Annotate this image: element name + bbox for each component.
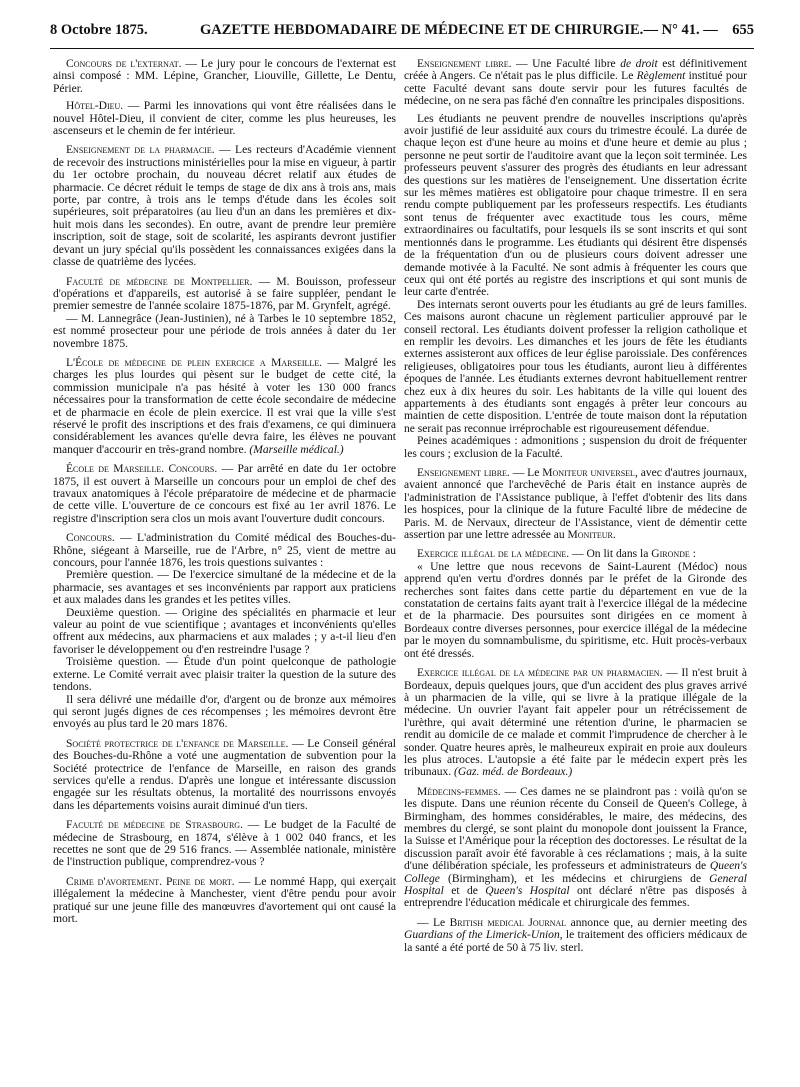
article-medecins-femmes bbox=[404, 786, 747, 910]
article-title: Enseignement libre. bbox=[417, 58, 512, 70]
article-title: École de Marseille. Concours. bbox=[66, 463, 218, 476]
issue-number-and-page bbox=[643, 22, 754, 39]
italic-text: Queen's Hospital bbox=[485, 885, 570, 897]
article-body: — Le budget de la Faculté de médecine de Strasbourg, en 1874, s'élève à 1 002 040 francs, et les recettes ne sont que de 29 516 francs. — Assemblée nationale, ministère de l'instruction publique, comprendrez-vous ? bbox=[53, 819, 396, 869]
journal-name: Moniteur universel bbox=[542, 467, 635, 479]
article-hotel-dieu bbox=[53, 100, 396, 137]
italic-text: General Hospital bbox=[404, 872, 747, 897]
article-lannegrace: — M. Lannegrâce (Jean-Justinien), né à Tarbes le 10 septembre 1852, est nommé prosecteur pour une période de trois années à dater du 1er novembre 1875. bbox=[53, 312, 396, 350]
article-body: — Ces dames ne se plaindront pas : voilà qu'on se les dispute. Dans une réunion récente du Conseil de Queen's College, à Birmingham, des hommes considérables, le maire, des médecins, des membres du clergé, se sont plaint du monopole dont jouissent la France, la Suisse et l'Amérique pour la réception des doctoresses. Le résultat de la discussion paraît avoir été favorable à ces réclamations ; mais, à la suite d'une délibération spéciale, les professeurs et administrateurs de bbox=[404, 785, 747, 873]
journal-name: Moniteur bbox=[567, 529, 613, 542]
concours-medailles: Il sera délivré une médaille d'or, d'argent ou de bronze aux mémoires qui seront jugés dignes de ces récompenses ; les mémoires devront être envoyés au plus tard le 20 mars 1876. bbox=[53, 693, 396, 731]
article-title: Concours. bbox=[66, 532, 115, 545]
article-body: — Le Conseil général des Bouches-du-Rhône a voté une augmentation de subvention pour la Société protectrice de l'enfance de Marseille, en raison des grands services qu'elle a rendus. D'après une longue et intéressante discussion engagée sur les résultats obtenus, la mortalité des nourrissons envoyés dans les départements voisins aurait diminué d'un tiers. bbox=[53, 737, 397, 812]
article-body: — Le bbox=[417, 916, 450, 929]
article-body: est définitivement créée à Angers. Ce n'était pas le plus difficile. Le bbox=[404, 58, 747, 83]
article-title: Faculté de médecine de Montpellier. bbox=[66, 275, 253, 288]
header-rule bbox=[50, 48, 754, 49]
article-pharmacien bbox=[404, 667, 747, 779]
article-enseignement-libre bbox=[404, 58, 747, 108]
italic-text: Règlement bbox=[636, 70, 686, 83]
article-montpellier bbox=[53, 276, 396, 313]
concours-question-2: Deuxième question. — Origine des spécialités en pharmacie et leur valeur au point de vue scientifique ; avantages et inconvénients qu'elles offrent aux médecins, aux pharmaciens et aux malades ; y a-t-il lieu d'en favoriser le développement ou d'en restreindre l'usage ? bbox=[53, 606, 396, 656]
article-body: — Une Faculté libre bbox=[511, 58, 621, 70]
reglement-etudiants: Les étudiants ne peuvent prendre de nouvelles inscriptions qu'après avoir justifié de leur assiduité aux cours du trimestre écoulé. La durée de chaque leçon est d'une heure au moins et d'une heure et demie au plus ; personne ne peut sortir de l'auditoire avant que la leçon soit terminée. Les professeurs peuvent s'assurer des progrès des étudiants en leur adressant des questions sur les matières de l'enseignement. Une dissertation écrite sur les mêmes matières est obligatoire pour chaque trimestre. Il en sera rendu compte publiquement par les professeurs respectifs. Les étudiants sont tenus de fréquenter avec exactitude tous les cours, même extraordinaires ou facultatifs, pour lesquels ils se sont inscrits et qui sont mentionnés dans le programme. Les étudiants qui désirent être dispensés de la fréquentation d'un ou de plusieurs cours doivent adresser une demande motivée à la Faculté. Ne sont admis à fréquenter les cours que ceux qui ont été portés au registre des inscriptions et qui sont munis de leur carte d'entrée. bbox=[404, 112, 747, 299]
article-title: Faculté de médecine de Strasbourg. bbox=[66, 819, 243, 832]
reglement-internats: Des internats seront ouverts pour les étudiants au gré de leurs familles. Ces maisons auront chacune un règlement particulier approuvé par le conseil rectoral. Les étudiants doivent professer la religion catholique et en remplir les devoirs. Les dimanches et les jours de fête les étudiants externes assisteront aux offices de leur église paroissiale. Des conférences religieuses, obligatoires pour tous les étudiants, auront lieu à différentes époques de l'année. Les étudiants externes devront habituellement rentrer chez eux à dix heures du soir. Les habitants de la ville qui louent des appartements à des étudiants sont engagés à prêter leur concours au maintien de cette disposition. L'entrée de toute maison dont la réputation ne serait pas reconnue irréprochable est rigoureusement défendue. bbox=[404, 298, 747, 435]
right-column bbox=[404, 58, 747, 954]
article-body: : bbox=[689, 548, 696, 561]
article-body: — Parmi les innovations qui vont être réalisées dans le nouvel Hôtel-Dieu, il convient de citer, comme les plus heureuses, les ascenseurs et le chemin de fer intérieur. bbox=[53, 100, 396, 138]
article-body: institué pour cette Faculté devant sans doute servir pour les futures facultés de médecine, on ne sera pas fâché d'en connaître les principales dispositions. bbox=[404, 70, 748, 108]
article-enseignement-libre-2 bbox=[404, 467, 747, 541]
article-title: L'École de médecine de plein exercice a Marseille. bbox=[66, 356, 323, 369]
article-body: — M. Bouisson, professeur d'opérations et d'appareils, est autorisé à se faire suppléer, pendant le premier semestre de l'année scolaire 1875-1876, par M. Grynfelt, agrégé. bbox=[53, 275, 396, 313]
article-body: . bbox=[612, 529, 616, 542]
article-body: — Malgré les charges les plus lourdes qui pèsent sur le budget de cette cité, la commission municipale n'a pas hésité à voter les 130 000 francs nécessaires pour la transformation de cette école secondaire de médecine et de pharmacie en école de plein exercice. Il est vrai que la ville s'est réservé le profit des inscriptions et des frais d'examens, ce qui diminuera considérablement les avances qu'elle devra faire, les élèves ne pouvant manquer d'accourir en très-grand nombre. bbox=[53, 356, 396, 456]
article-title: Enseignement de la pharmacie. bbox=[66, 144, 215, 157]
article-pharmacie bbox=[53, 144, 396, 268]
article-body: — Le bbox=[509, 467, 543, 479]
article-title: Société protectrice de l'enfance de Marseille. bbox=[66, 737, 289, 750]
journal-name: British medical Journal bbox=[449, 916, 567, 929]
issue-date: 8 Octobre 1875. bbox=[50, 22, 148, 38]
journal-title: GAZETTE HEBDOMADAIRE DE MÉDECINE ET DE CHIRURGIE. bbox=[200, 22, 644, 38]
article-societe-enfance bbox=[53, 738, 396, 812]
exercice-illegal-quote: « Une lettre que nous recevons de Saint-Laurent (Médoc) nous apprend qu'en vertu d'ordres donnés par le préfet de la Gironde des recherches sont faites dans cette partie du département en vue de la constatation de certains faits ayant trait à l'exercice illégal de la médecine et de la pharmacie. Des poursuites sont dirigées en ce moment à Bordeaux contre diverses personnes, pour exercice illégal de la médecine par le moyen du somnambulisme, du spiritisme, etc. Huit procès-verbaux ont été dressés. bbox=[404, 560, 747, 660]
article-body: annonce que, au dernier meeting des bbox=[566, 916, 747, 929]
article-body: — Il n'est bruit à Bordeaux, depuis quelques jours, que d'un accident des plus graves arrivé à un pharmacien de la ville, qui se livre à la pratique illégale de la médecine. Un ouvrier l'ayant fait appeler pour un rétrécissement de l'urèthre, qui avait déterminé une rétention d'urine, le pharmacien se rendit au domicile de ce malade et commit l'imprudence de chercher à le sonder. Quatre heures après, le malheureux expirait en proie aux douleurs les plus atroces. L'autopsie a été faite par le médecin expert près les tribunaux. bbox=[404, 667, 747, 779]
article-title: Concours de l'externat. bbox=[66, 58, 182, 70]
reglement-peines: Peines académiques : admonitions ; suspension du droit de fréquenter les cours ; exclusion de la Faculté. bbox=[404, 435, 747, 460]
article-body: et de bbox=[443, 885, 486, 897]
article-body: — Le nommé Happ, qui exerçait illégalement la médecine à Manchester, vient d'être pendu pour avoir pratiqué sur une jeune fille des manœuvres d'avortement qui ont causé la mort. bbox=[53, 875, 396, 925]
page-number: 655 bbox=[732, 22, 754, 38]
article-ecole-marseille bbox=[53, 357, 396, 456]
article-title: Hôtel-Dieu. bbox=[66, 100, 124, 113]
article-body: — L'administration du Comité médical des Bouches-du-Rhône, siégeant à Marseille, rue de l'Arbre, n° 25, vient de mettre au concours, pour l'année 1876, les trois questions suivantes : bbox=[53, 532, 396, 570]
article-exercice-illegal bbox=[404, 548, 747, 560]
journal-name: Gironde bbox=[651, 548, 690, 561]
concours-question-1: Première question. — De l'exercice simultané de la médecine et de la pharmacie, ses avantages et ses inconvénients par rapport aux praticiens et aux malades dans les grandes et les petites villes. bbox=[53, 569, 396, 607]
article-source: (Gaz. méd. de Bordeaux.) bbox=[454, 766, 573, 779]
article-body: (Birmingham), et les médecins et chirurgiens de bbox=[439, 872, 710, 885]
article-crime-avortement bbox=[53, 876, 396, 926]
article-concours-marseille bbox=[53, 463, 396, 525]
article-title: Enseignement libre. bbox=[417, 467, 510, 479]
article-body: — Par arrêté en date du 1er octobre 1875, il est ouvert à Marseille un concours pour un emploi de chef des travaux anatomiques à l'école préparatoire de médecine et de pharmacie de cette ville. L'ouverture de ce concours est fixé au 1er avril 1876. Le registre d'inscription sera clos un mois avant l'ouverture dudit concours. bbox=[53, 463, 396, 525]
article-concours bbox=[53, 532, 396, 569]
article-strasbourg bbox=[53, 819, 396, 869]
article-body: — On lit dans la bbox=[569, 548, 652, 561]
article-title: Médecins-femmes. bbox=[417, 785, 501, 798]
article-british-medical-journal bbox=[404, 917, 747, 954]
concours-question-3: Troisième question. — Étude d'un point quelconque de pathologie externe. Le Comité verrait avec plaisir traiter la question de la suture des tendons. bbox=[53, 656, 396, 694]
italic-text: de droit bbox=[620, 58, 658, 70]
article-title: Exercice illégal de la médecine. bbox=[417, 548, 570, 561]
article-body: — Le jury pour le concours de l'externat est ainsi composé : MM. Lépine, Grancher, Liouville, Gillette, Le Dentu, Périer. bbox=[53, 58, 396, 95]
article-body: , avec d'autres journaux, avaient annoncé que l'archevêché de Paris était en instance auprès de l'administration de l'Assistance publique, à l'effet d'obtenir des lits dans les hospices, pour la clinique de la future Faculté libre de médecine de Paris. M. de Nervaux, directeur de l'Assistance, vient de démentir cette assertion par une lettre adressée au bbox=[404, 467, 747, 542]
article-title: Crime d'avortement. Peine de mort. bbox=[66, 875, 235, 888]
left-column bbox=[53, 58, 396, 925]
italic-text: Queen's College bbox=[404, 860, 747, 885]
article-source: (Marseille médical.) bbox=[249, 443, 344, 456]
article-body: — Les recteurs d'Académie viennent de recevoir des instructions ministérielles pour la mise en vigueur, à partir du 1er octobre prochain, du nouveau décret relatif aux études de pharmacie. Ce décret réduit le temps de stage de dix ans à trois ans, mais porte, par contre, à trois ans le temps d'étude dans les écoles soit supérieures, soit préparatoires (au lieu d'un an dans les premières et dix-huit mois dans les secondes). En outre, avant de prendre leur première inscription, soit de stage, soit de scolarité, les aspirants devront justifier devant un jury spécial qu'ils possèdent les connaissances exigées dans la classe de quatrième des lycées. bbox=[53, 144, 397, 269]
page-header bbox=[50, 22, 754, 46]
issue-number: — N° 41. — bbox=[643, 22, 718, 38]
article-title: Exercice illégal de la médecine par un pharmacien. bbox=[417, 667, 663, 680]
article-body: , le traitement des officiers médicaux de la santé a été porté de 50 à 75 liv. sterl. bbox=[404, 929, 747, 954]
italic-text: Guardians of the Limerick-Union bbox=[404, 929, 560, 942]
article-externat bbox=[53, 58, 396, 95]
article-body: ont déclaré n'être pas disposés à entreprendre l'éducation médicale et chirurgicale des femmes. bbox=[404, 885, 747, 910]
